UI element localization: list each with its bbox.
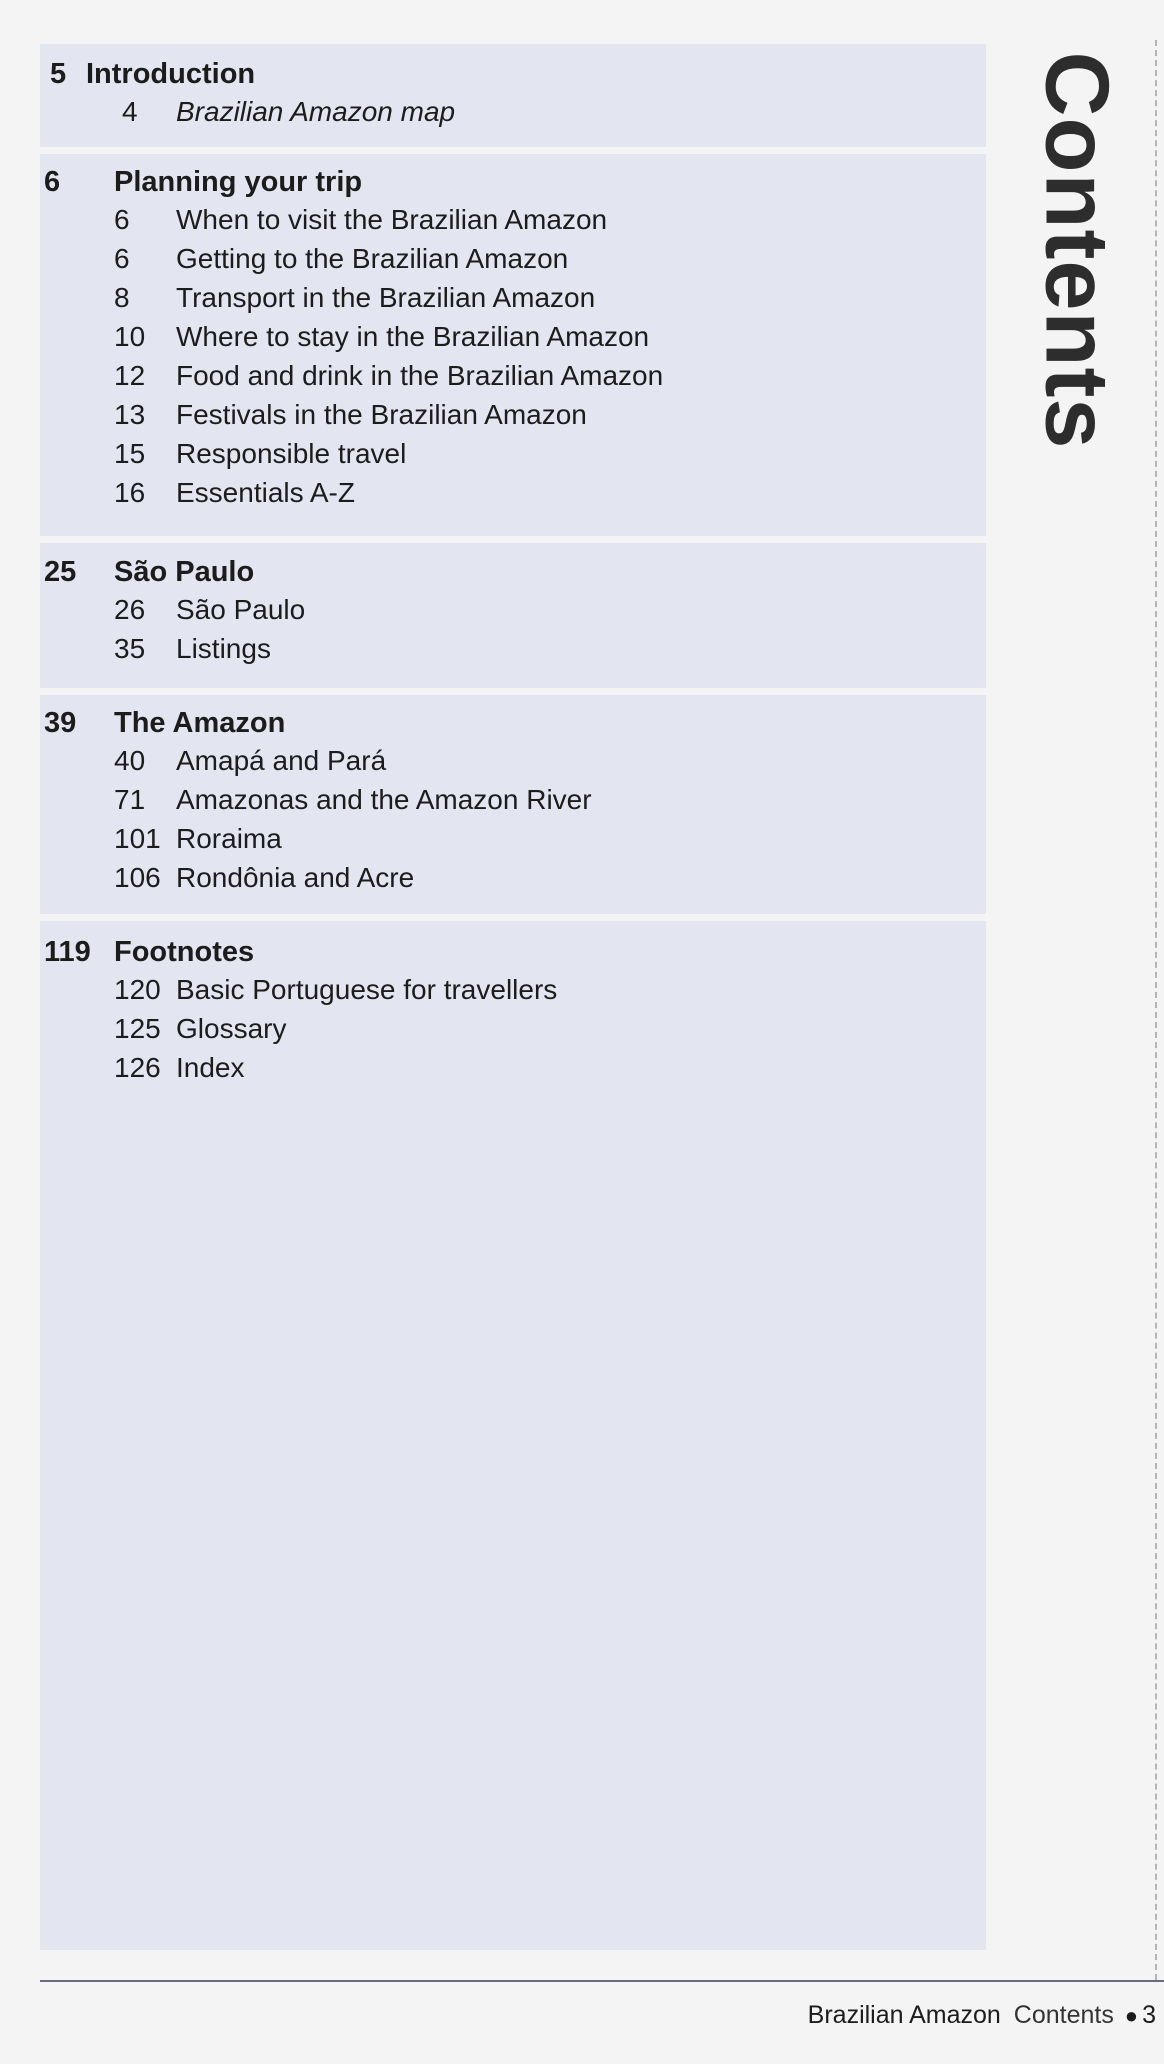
entry-title: Listings: [176, 633, 271, 664]
entry-title: Rondônia and Acre: [176, 862, 415, 893]
bullet-icon: ●: [1124, 2003, 1139, 2028]
entry-page-number: 106: [114, 862, 161, 893]
section-page-number: 39: [44, 707, 77, 739]
entry-title: São Paulo: [176, 594, 306, 625]
section-divider: [40, 688, 986, 695]
footer-section: Contents: [1013, 2001, 1114, 2029]
entry-page-number: 120: [114, 974, 161, 1005]
entry-page-number: 8: [114, 282, 130, 313]
section-page-number: 119: [44, 936, 91, 968]
entry-title: Brazilian Amazon map: [176, 96, 456, 127]
section-title: Planning your trip: [114, 166, 363, 198]
entry-title: Getting to the Brazilian Amazon: [176, 243, 569, 274]
entry-title: Amazonas and the Amazon River: [176, 784, 592, 815]
trim-line: [1155, 40, 1157, 1980]
page-title-text: Contents: [1026, 51, 1127, 449]
entry-title: Responsible travel: [176, 438, 407, 469]
section-divider: [40, 914, 986, 921]
entry-title: Roraima: [176, 823, 282, 854]
entry-title: Index: [176, 1052, 245, 1083]
entry-page-number: 35: [114, 633, 146, 664]
footer-book-title: Brazilian Amazon: [807, 2001, 1001, 2029]
entry-title: Transport in the Brazilian Amazon: [176, 282, 596, 313]
entry-title: Basic Portuguese for travellers: [176, 974, 558, 1005]
section-title: São Paulo: [114, 556, 255, 588]
section-title: Footnotes: [114, 936, 255, 968]
entry-page-number: 13: [114, 399, 146, 430]
page-title: [1026, 40, 1127, 460]
entry-page-number: 101: [114, 823, 161, 854]
entry-page-number: 10: [114, 321, 146, 352]
page-footer: [808, 1998, 1156, 2033]
section-page-number: 25: [44, 556, 77, 588]
section-page-number: 5: [50, 58, 67, 90]
section-divider: [40, 536, 986, 543]
entry-title: Glossary: [176, 1013, 287, 1044]
entry-title: Food and drink in the Brazilian Amazon: [176, 360, 664, 391]
section-title: Introduction: [86, 58, 256, 90]
entry-page-number: 6: [114, 243, 130, 274]
entry-page-number: 26: [114, 594, 146, 625]
entry-page-number: 6: [114, 204, 130, 235]
entry-page-number: 71: [114, 784, 146, 815]
section-page-number: 6: [44, 166, 61, 198]
entry-page-number: 40: [114, 745, 146, 776]
entry-page-number: 15: [114, 438, 146, 469]
entry-page-number: 126: [114, 1052, 161, 1083]
entry-page-number: 4: [122, 96, 138, 127]
footer-page-number: 3: [1142, 2001, 1156, 2029]
entry-title: When to visit the Brazilian Amazon: [176, 204, 608, 235]
section-divider: [40, 147, 986, 154]
entry-title: Festivals in the Brazilian Amazon: [176, 399, 587, 430]
footer-rule: [40, 1980, 1164, 1982]
entry-page-number: 16: [114, 477, 146, 508]
entry-title: Essentials A-Z: [176, 477, 355, 508]
entry-title: Amapá and Pará: [176, 745, 387, 776]
entry-title: Where to stay in the Brazilian Amazon: [176, 321, 650, 352]
entry-page-number: 125: [114, 1013, 161, 1044]
section-title: The Amazon: [114, 707, 286, 739]
entry-page-number: 12: [114, 360, 146, 391]
